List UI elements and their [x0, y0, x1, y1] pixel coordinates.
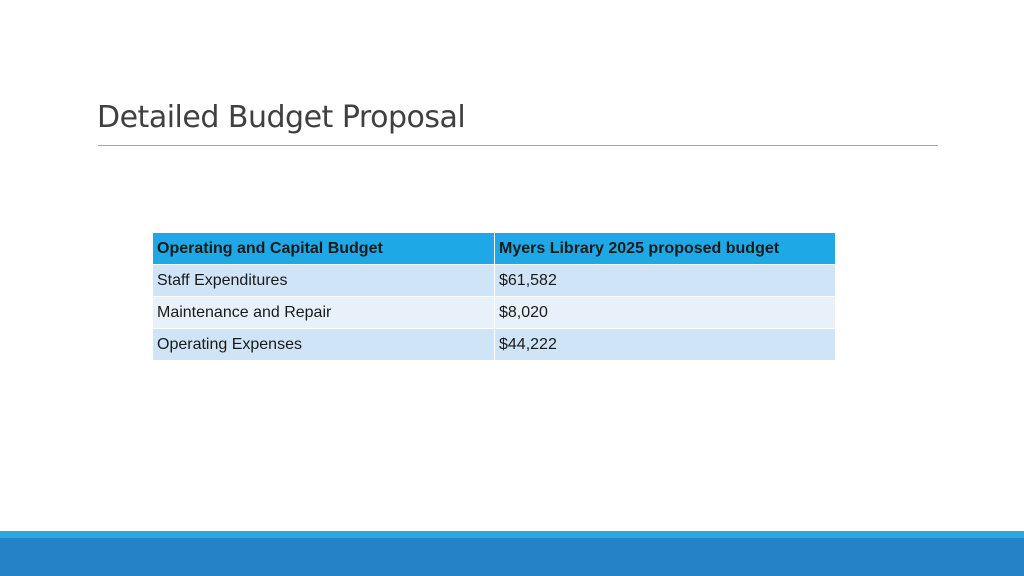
row-amount: $61,582: [495, 265, 836, 297]
table-row: [153, 265, 836, 297]
row-label: Staff Expenditures: [153, 265, 495, 297]
table-row: [153, 329, 836, 361]
table-row: [153, 297, 836, 329]
header-operating-capital-budget: Operating and Capital Budget: [153, 233, 495, 265]
row-label: Maintenance and Repair: [153, 297, 495, 329]
row-amount: $44,222: [495, 329, 836, 361]
row-label: Operating Expenses: [153, 329, 495, 361]
footer-band: [0, 538, 1024, 576]
budget-table: [153, 233, 836, 361]
header-proposed-budget: Myers Library 2025 proposed budget: [495, 233, 836, 265]
slide-title: Detailed Budget Proposal: [97, 100, 466, 135]
footer-accent-stripe: [0, 531, 1024, 538]
title-divider: [98, 145, 938, 146]
row-amount: $8,020: [495, 297, 836, 329]
table-header-row: [153, 233, 836, 265]
